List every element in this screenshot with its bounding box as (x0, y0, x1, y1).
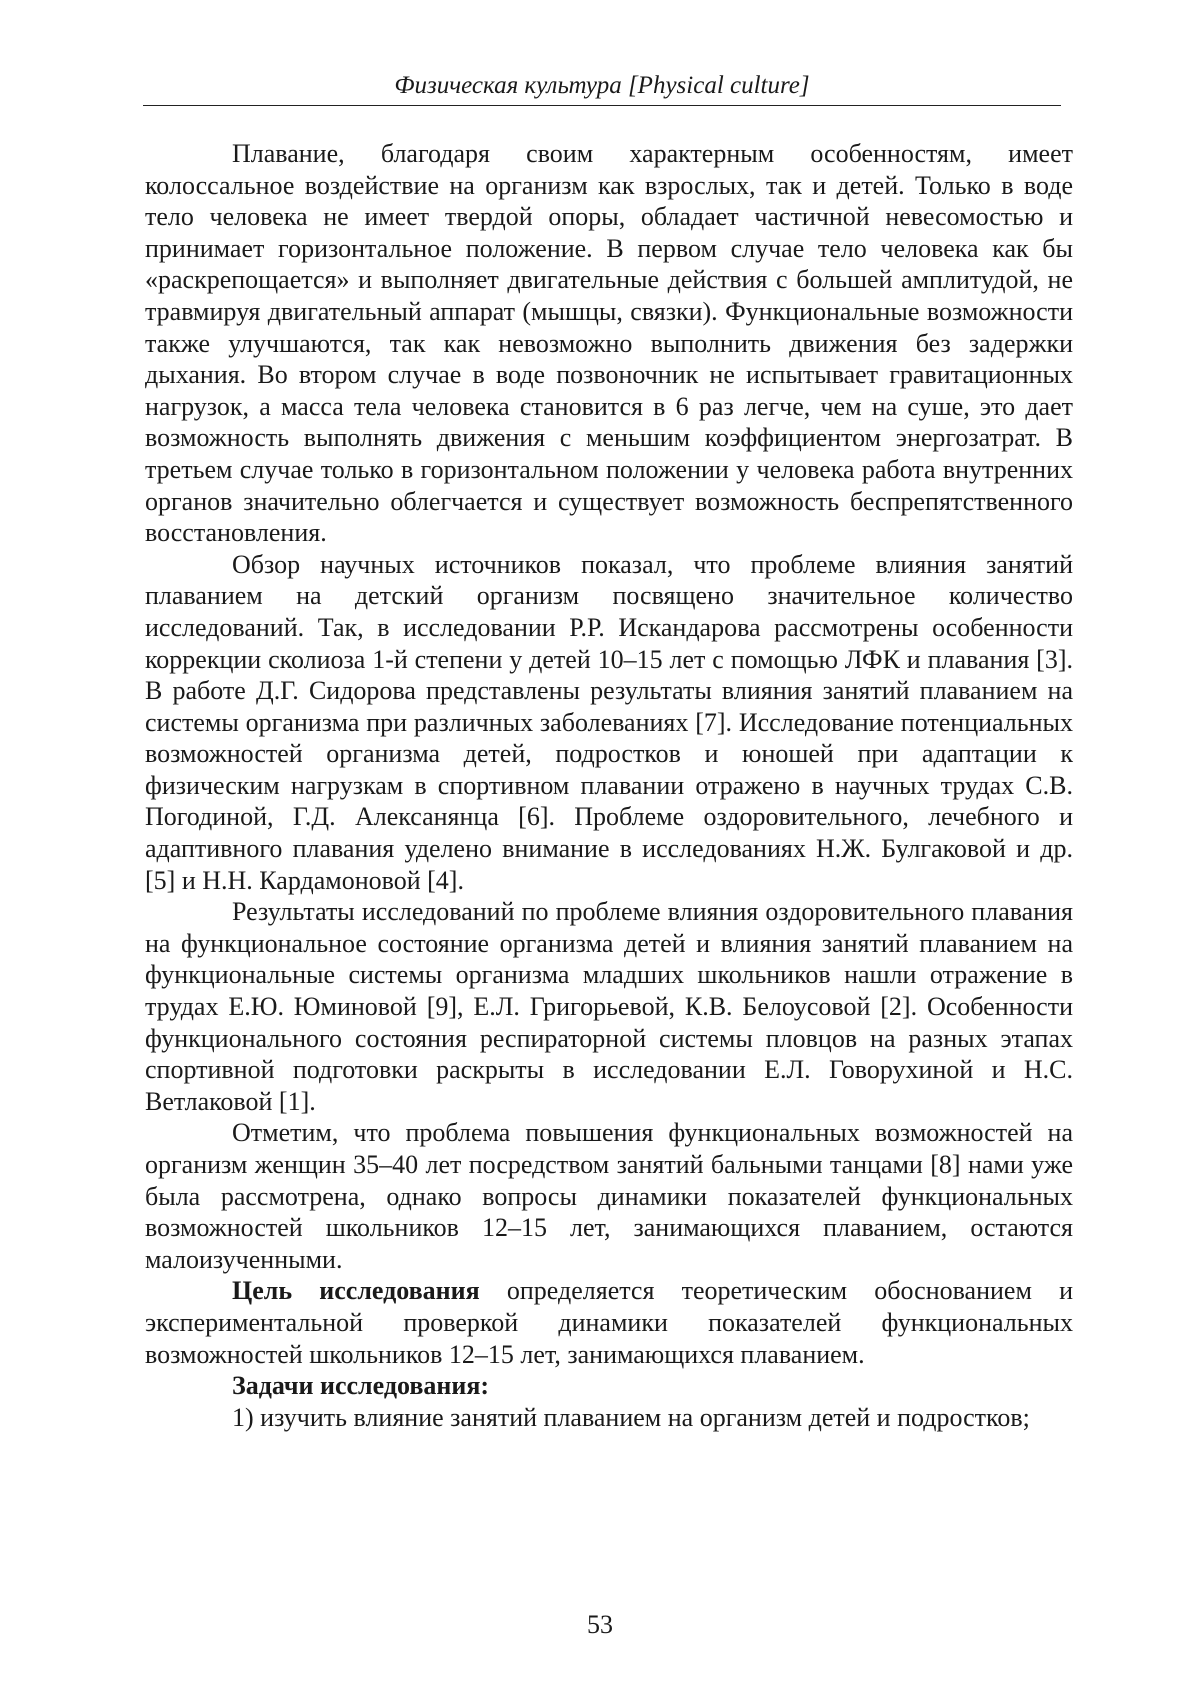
paragraph-task-1: 1) изучить влияние занятий плаванием на организм детей и подростков; (232, 1402, 1030, 1432)
paragraph-literature-review: Обзор научных источников показал, что проблеме влияния занятий плаванием на детский организм посвящено значительное количество исследований. Так, в исследовании Р.Р. Искандарова рассмотрены особенности коррекции сколиоза 1-й степени у детей 10–15 лет с помощью ЛФК и плавания [3]. В работе Д.Г. Сидорова представлены результаты влияния занятий плаванием на системы организма при различных заболеваниях [7]. Исследование потенциальных возможностей организма детей, подростков и юношей при адаптации к физическим нагрузкам в спортивном плавании отражено в научных трудах С.В. Погодиной, Г.Д. Алексанянца [6]. Проблеме оздоровительного, лечебного и адаптивного плавания уделено внимание в исследованиях Н.Ж. Булгаковой и др. [5] и Н.Н. Кардамоновой [4]. (145, 549, 1073, 895)
paragraph-research-results: Результаты исследований по проблеме влияния оздоровительного плавания на функциональное состояние организма детей и влияния занятий плаванием на функциональные системы организма младших школьников нашли отражение в трудах Е.Ю. Юминовой [9], Е.Л. Григорьевой, К.В. Белоусовой [2]. Особенности функционального состояния респираторной системы пловцов на разных этапах спортивной подготовки раскрыты в исследовании Е.Л. Говорухиной и Н.С. Ветлаковой [1]. (145, 897, 1073, 1116)
research-tasks-heading: Задачи исследования: (232, 1371, 490, 1401)
paragraph-swimming-effects: Плавание, благодаря своим характерным особенностям, имеет колоссальное воздействие на организм как взрослых, так и детей. Только в воде тело человека не имеет твердой опоры, обладает частичной невесомостью и принимает горизонтальное положение. В первом случае тело человека как бы «раскрепощается» и выполняет двигательные действия с большей амплитудой, не травмируя двигательный аппарат (мышцы, связки). Функциональные возможности также улучшаются, так как невозможно выполнить движения без задержки дыхания. Во втором случае в воде позвоночник не испытывает гравитационных нагрузок, а масса тела человека становится в 6 раз легче, чем на суше, это дает возможность выполнять движения с меньшим коэффициентом энергозатрат. В третьем случае только в горизонтальном положении у человека работа внутренних органов значительно облегчается и существует возможность беспрепятственного восстановления. (145, 139, 1073, 548)
paragraph-problem-statement: Отметим, что проблема повышения функциональных возможностей на организм женщин 35–40 лет посредством занятий бальными танцами [8] нами уже была рассмотрена, однако вопросы динамики показателей функциональных возможностей школьников 12–15 лет, занимающихся плаванием, остаются малоизученными. (145, 1118, 1073, 1274)
paragraph-research-goal: Цель исследования определяется теоретическим обоснованием и экспериментальной проверкой динамики показателей функциональных возможностей школьников 12–15 лет, занимающихся плаванием. (145, 1276, 1073, 1369)
header-rule (143, 105, 1061, 106)
article-body (145, 138, 1073, 1433)
page-number: 53 (587, 1610, 613, 1639)
paragraph-research-tasks-heading (145, 1370, 1073, 1402)
research-goal-heading: Цель исследования (232, 1276, 480, 1306)
running-header: Физическая культура [Physical culture] (394, 72, 810, 99)
